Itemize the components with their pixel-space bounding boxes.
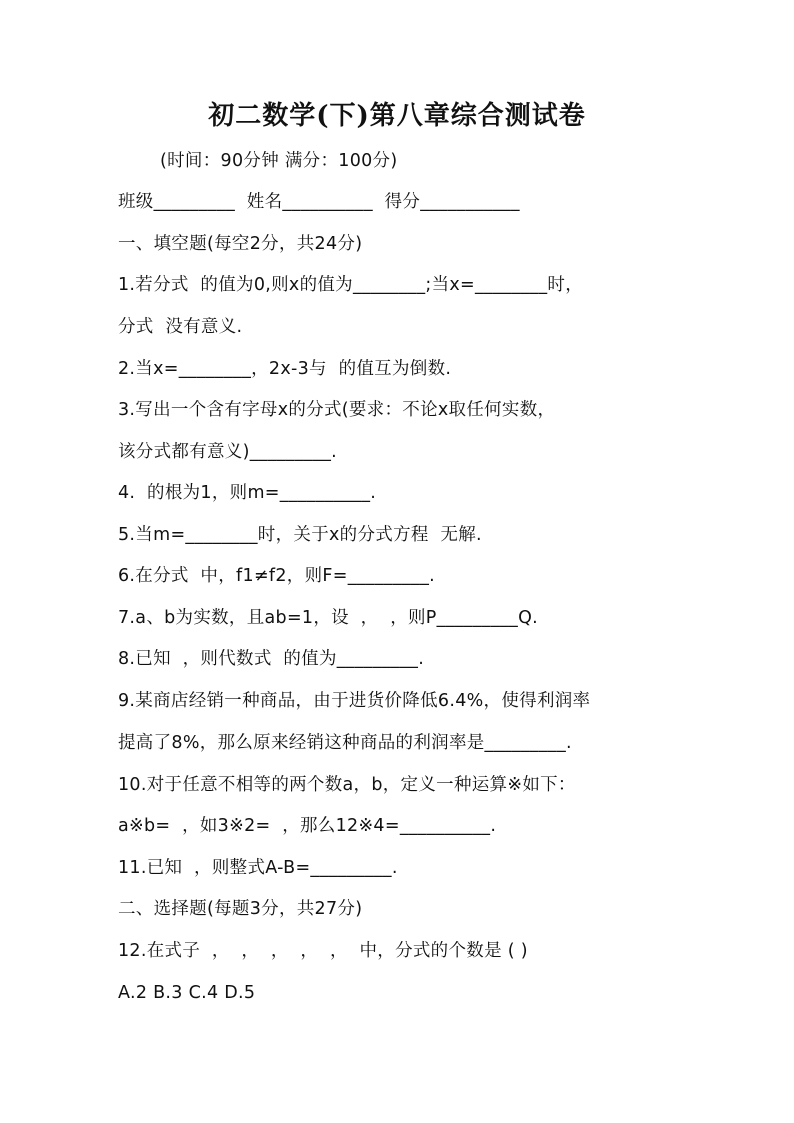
question-line: 3.写出一个含有字母x的分式(要求：不论x取任何实数，: [118, 400, 556, 420]
question-line: 5.当m=________时，关于x的分式方程 无解.: [118, 525, 482, 545]
question-line: a※b= ，如3※2= ，那么12※4=__________.: [118, 816, 497, 836]
question-line: 9.某商店经销一种商品，由于进货价降低6.4%，使得利润率: [118, 691, 591, 711]
time-info: (时间：90分钟 满分：100分): [160, 151, 398, 171]
question-line: 7.a、b为实数，且ab=1，设 ， ，则P_________Q.: [118, 608, 539, 628]
student-info-line: 班级_________ 姓名__________ 得分___________: [118, 192, 520, 212]
question-line: 6.在分式 中，f1≠f2，则F=_________.: [118, 566, 436, 586]
section-multiple-choice-heading: 二、选择题(每题3分，共27分): [118, 899, 363, 919]
section-fill-blank-heading: 一、填空题(每空2分，共24分): [118, 234, 363, 254]
question-line: 1.若分式 的值为0,则x的值为________;当x=________时，: [118, 275, 583, 295]
question-line: 4. 的根为1，则m=__________.: [118, 483, 377, 503]
question-line: 11.已知 ，则整式A-B=_________.: [118, 858, 398, 878]
question-line: 提高了8%，那么原来经销这种商品的利润率是_________.: [118, 733, 572, 753]
question-line: 10.对于任意不相等的两个数a，b，定义一种运算※如下：: [118, 775, 576, 795]
question-line: 12.在式子 ， ， ， ， ， 中，分式的个数是 ( ): [118, 941, 528, 961]
exam-title: 初二数学(下)第八章综合测试卷: [208, 101, 586, 131]
question-line: 分式 没有意义.: [118, 317, 243, 337]
question-line: 8.已知 ，则代数式 的值为_________.: [118, 649, 425, 669]
question-line: 该分式都有意义)_________.: [118, 442, 338, 462]
answer-options: A.2 B.3 C.4 D.5: [118, 983, 256, 1003]
question-line: 2.当x=________，2x-3与 的值互为倒数.: [118, 359, 452, 379]
